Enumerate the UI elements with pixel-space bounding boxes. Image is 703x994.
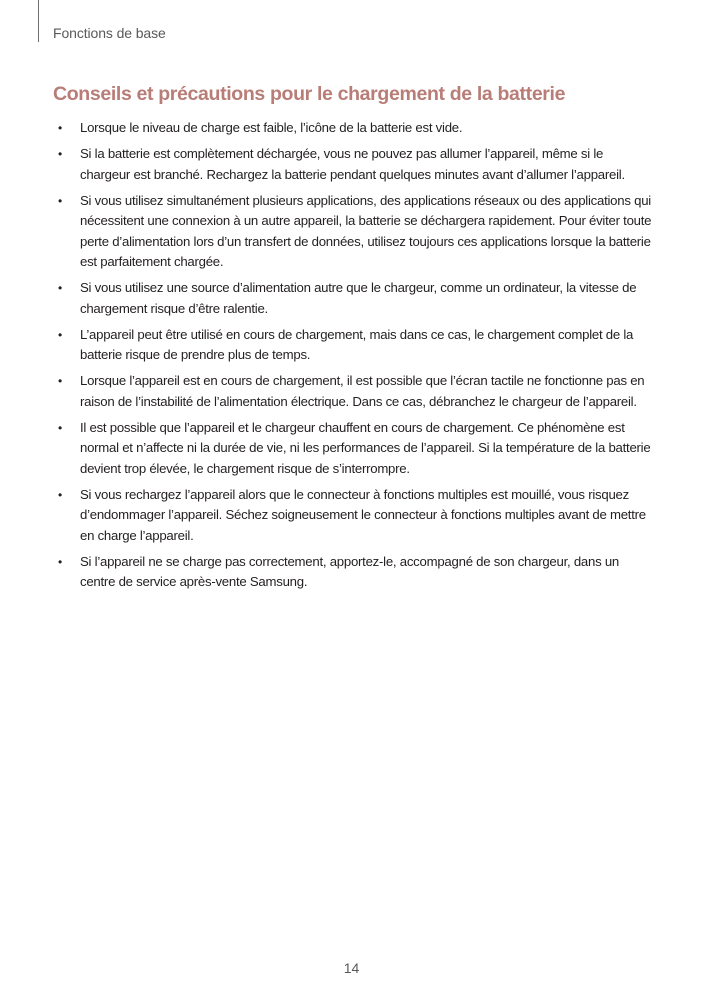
- header-divider: [38, 0, 39, 42]
- bullet-icon: •: [58, 487, 62, 502]
- list-item-text: Il est possible que l’appareil et le chargeur chauffent en cours de chargement. Ce phénomène est normal et n’affecte ni la durée de vie, ni les performances de l’appareil. Si la température de la batterie devient trop élevée, le chargement risque de s’interrompre.: [80, 419, 651, 476]
- bullet-icon: •: [58, 193, 62, 208]
- list-item: [56, 144, 656, 185]
- list-item: [56, 485, 656, 547]
- bullet-icon: •: [58, 374, 62, 388]
- bullet-icon: •: [58, 327, 62, 342]
- list-item: [56, 552, 656, 593]
- list-item: [56, 191, 656, 273]
- list-item-text: Si la batterie est complètement déchargée, vous ne pouvez pas allumer l’appareil, même si le chargeur est branché. Rechargez la batterie pendant quelques minutes avant d’allumer l’appareil.: [80, 146, 625, 182]
- list-item: [56, 118, 656, 139]
- list-item-text: L’appareil peut être utilisé en cours de chargement, mais dans ce cas, le chargement complet de la batterie risque de prendre plus de temps.: [80, 326, 634, 362]
- list-item-text: Si vous utilisez simultanément plusieurs applications, des applications réseaux ou des applications qui nécessitent une connexion à un autre appareil, la batterie se déchargera rapidement. Pour éviter toute perte d’alimentation lors d’un transfert de données, utilisez toujours ces applications lorsque la batterie est parfaitement chargée.: [80, 192, 652, 269]
- bullet-icon: •: [58, 420, 62, 435]
- page-number: 14: [343, 960, 360, 976]
- list-item-text: Si vous rechargez l’appareil alors que le connecteur à fonctions multiples est mouillé, vous risquez d’endommager l’appareil. Séchez soigneusement le connecteur à fonctions multiples avant de mettre en charge l’appareil.: [80, 486, 646, 543]
- list-item-text: Si l’appareil ne se charge pas correctement, apportez-le, accompagné de son chargeur, dans un centre de service après-vente Samsung.: [80, 553, 620, 589]
- section-title: Conseils et précautions pour le chargement de la batterie: [53, 83, 566, 105]
- running-header: Fonctions de base: [53, 25, 166, 41]
- bullet-icon: •: [58, 554, 62, 569]
- list-item: [56, 278, 656, 319]
- list-item: [56, 371, 656, 412]
- bullet-icon: •: [58, 121, 62, 135]
- list-item: [56, 418, 656, 480]
- list-item-text: Si vous utilisez une source d’alimentation autre que le chargeur, comme un ordinateur, la vitesse de chargement risque d’être ralentie.: [80, 280, 637, 316]
- tips-list: [56, 118, 656, 598]
- bullet-icon: •: [58, 147, 62, 161]
- list-item: [56, 325, 656, 366]
- list-item-text: Lorsque le niveau de charge est faible, l’icône de la batterie est vide.: [80, 120, 463, 135]
- bullet-icon: •: [58, 281, 62, 295]
- list-item-text: Lorsque l’appareil est en cours de chargement, il est possible que l’écran tactile ne fonctionne pas en raison de l’instabilité de l’alimentation électrique. Dans ce cas, débranchez le chargeur de l’appareil.: [80, 373, 645, 409]
